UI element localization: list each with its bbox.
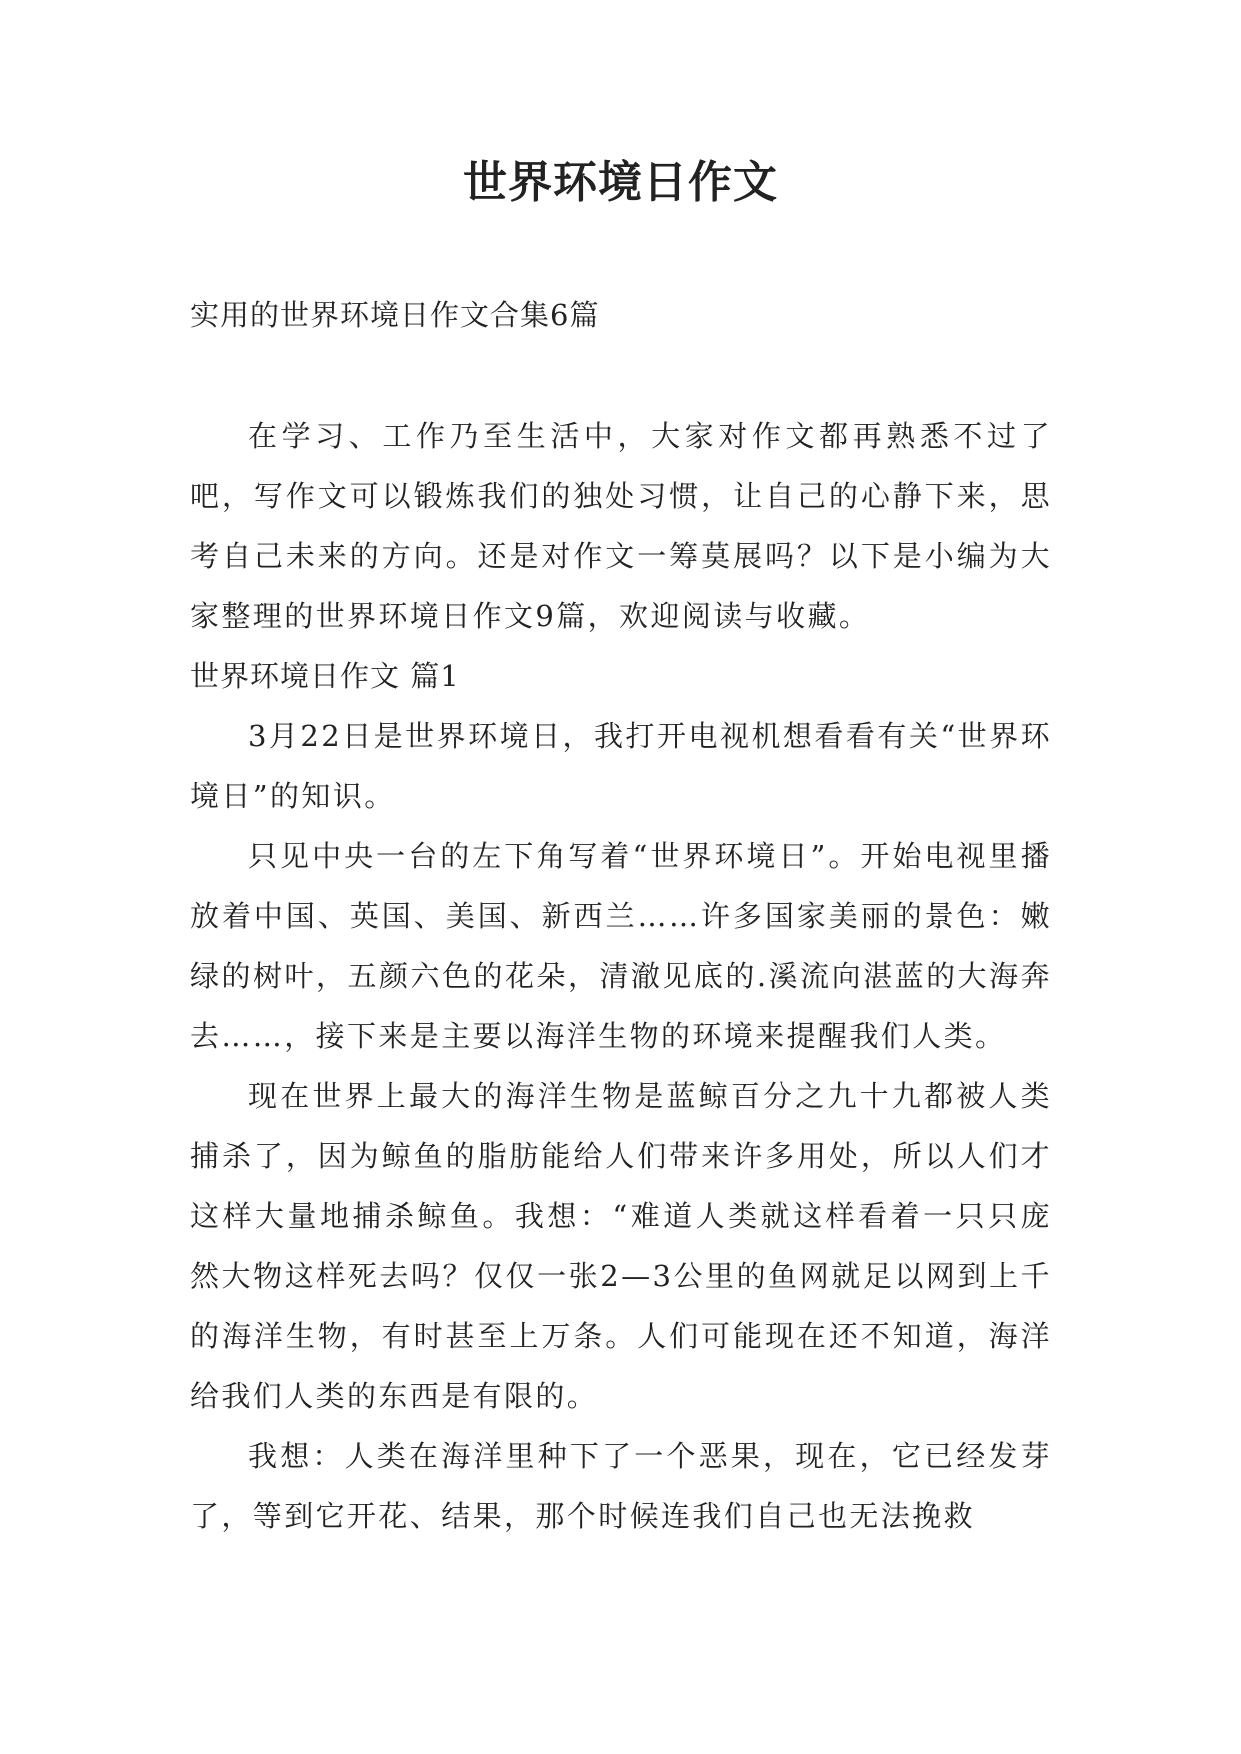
- section-heading: 世界环境日作文 篇1: [190, 659, 460, 693]
- document-title: 世界环境日作文: [463, 157, 778, 208]
- intro-paragraph: 在学习、工作乃至生活中，大家对作文都再熟悉不过了吧，写作文可以锻炼我们的独处习惯，让自己的心静下来，思考自己未来的方向。还是对作文一筹莫展吗？以下是小编为大家整理的世界环境日作文9篇，欢迎阅读与收藏。: [190, 419, 1052, 633]
- document-subtitle: 实用的世界环境日作文合集6篇: [190, 298, 600, 332]
- body-paragraph-2: 只见中央一台的左下角写着“世界环境日”。开始电视里播放着中国、英国、美国、新西兰……许多国家美丽的景色：嫩绿的树叶，五颜六色的花朵，清澈见底的.溪流向湛蓝的大海奔去……，接下来是主要以海洋生物的环境来提醒我们人类。: [190, 839, 1052, 1053]
- body-paragraph-4: 我想：人类在海洋里种下了一个恶果，现在，它已经发芽了，等到它开花、结果，那个时候连我们自己也无法挽救: [190, 1439, 1052, 1533]
- body-paragraph-1: 3月22日是世界环境日，我打开电视机想看看有关“世界环境日”的知识。: [190, 719, 1052, 813]
- document-body: [190, 406, 1052, 1546]
- body-paragraph-3: 现在世界上最大的海洋生物是蓝鲸百分之九十九都被人类捕杀了，因为鲸鱼的脂肪能给人们带来许多用处，所以人们才这样大量地捕杀鲸鱼。我想：“难道人类就这样看着一只只庞然大物这样死去吗？仅仅一张2—3公里的鱼网就足以网到上千的海洋生物，有时甚至上万条。人们可能现在还不知道，海洋给我们人类的东西是有限的。: [190, 1079, 1052, 1413]
